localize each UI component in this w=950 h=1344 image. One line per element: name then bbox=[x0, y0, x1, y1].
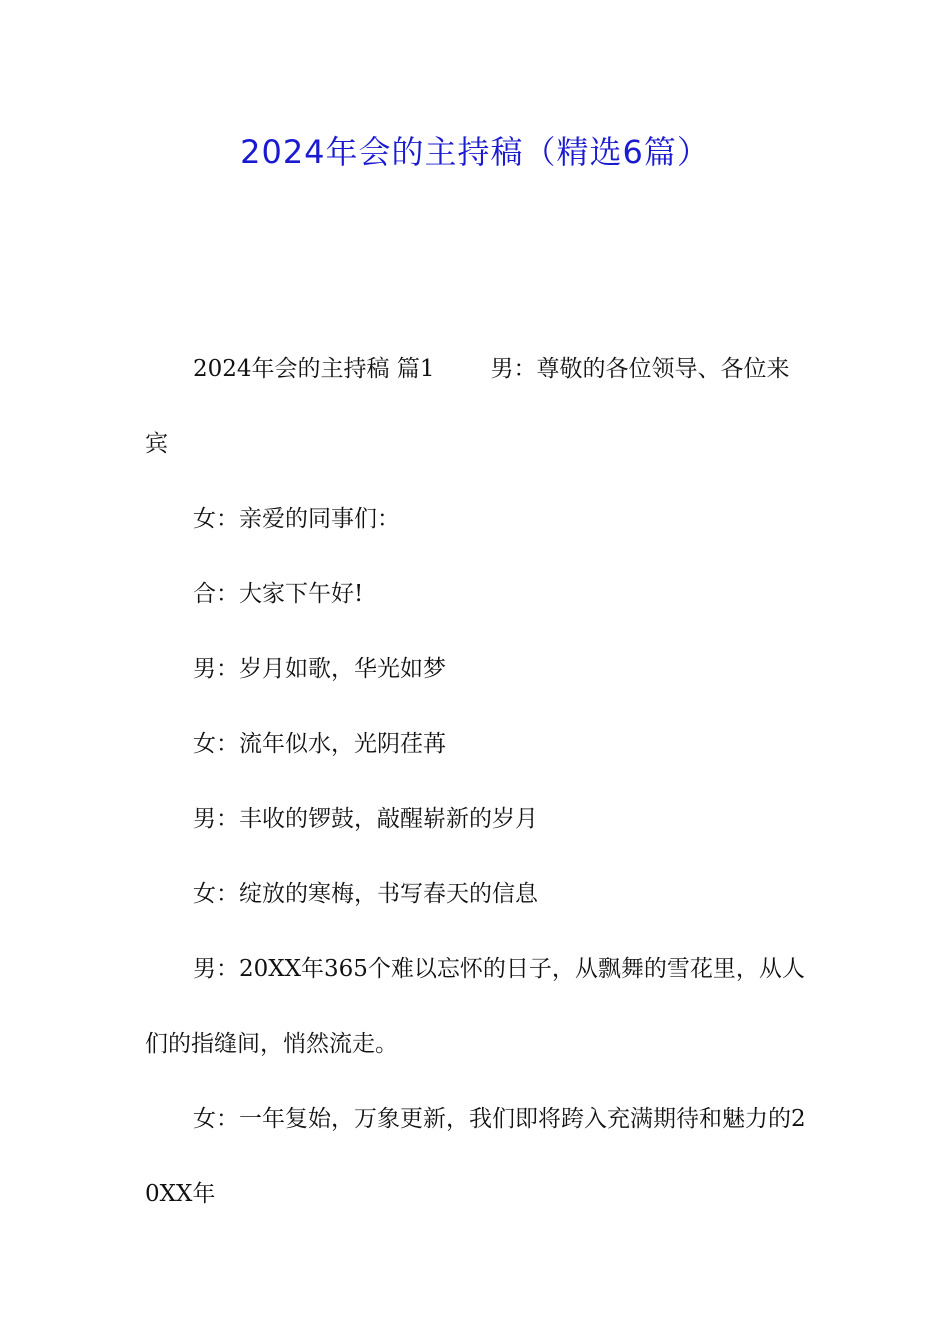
paragraph: 女：流年似水，光阴荏苒 bbox=[193, 731, 446, 757]
paragraph: 男：20XX年365个难以忘怀的日子，从飘舞的雪花里，从人们的指缝间，悄然流走。 bbox=[145, 956, 805, 1057]
paragraph: 男：丰收的锣鼓，敲醒崭新的岁月 bbox=[193, 806, 538, 832]
paragraph: 男：岁月如歌，华光如梦 bbox=[193, 656, 446, 682]
document-title: 2024年会的主持稿（精选6篇） bbox=[240, 133, 710, 171]
paragraph: 女：亲爱的同事们： bbox=[193, 506, 400, 532]
section-heading: 2024年会的主持稿 篇1 bbox=[193, 356, 435, 382]
paragraph-1 bbox=[145, 332, 809, 482]
paragraph: 合：大家下午好! bbox=[193, 581, 364, 607]
document-body bbox=[145, 332, 809, 1232]
paragraph: 女：一年复始，万象更新，我们即将跨入充满期待和魅力的20XX年 bbox=[145, 1106, 806, 1207]
paragraph: 女：绽放的寒梅，书写春天的信息 bbox=[193, 881, 538, 907]
paragraph-text: 男：尊敬的各位领导、各位来宾 bbox=[145, 356, 790, 457]
